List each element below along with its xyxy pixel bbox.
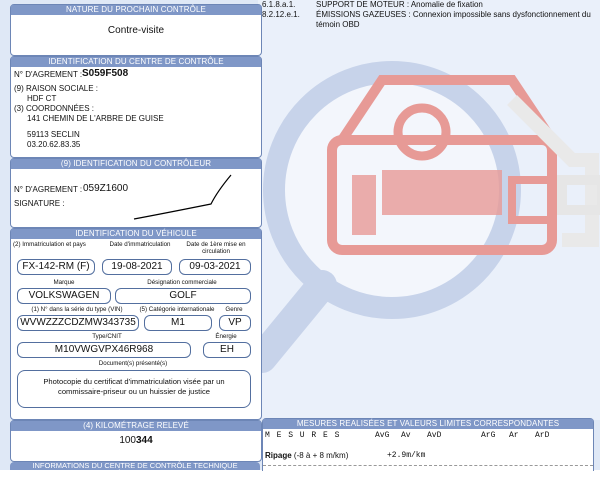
vin-label: (1) N° dans la série du type (VIN) xyxy=(31,306,123,313)
km-header: (4) KILOMÉTRAGE RELEVÉ xyxy=(11,421,261,431)
date-1ere-label: Date de 1ère mise en circulation xyxy=(186,241,246,255)
vehicule-header: IDENTIFICATION DU VÉHICULE xyxy=(11,229,261,239)
controleur-agrement-label: N° D'AGREMENT : xyxy=(14,185,83,194)
bottom-left-header xyxy=(10,461,260,478)
immat-label: (2) Immatriculation et pays xyxy=(13,241,86,248)
vehicule-panel xyxy=(10,228,262,420)
mesures-bottom-divider xyxy=(263,465,593,466)
genre-value: VP xyxy=(219,315,251,331)
docs-box xyxy=(17,370,251,408)
centre-raison-value: HDF CT xyxy=(27,94,57,103)
vin-value: WVWZZZCDZMW343735 xyxy=(17,315,139,331)
designation-label: Désignation commerciale xyxy=(147,279,217,286)
signature-label: SIGNATURE : xyxy=(14,199,65,208)
nature-panel xyxy=(10,4,262,56)
col-ard: ArD xyxy=(535,431,550,440)
car-magnifier-watermark-icon xyxy=(262,40,600,400)
centre-header: IDENTIFICATION DU CENTRE DE CONTRÔLE xyxy=(11,57,261,67)
centre-raison-label: (9) RAISON SOCIALE : xyxy=(14,84,99,93)
ripage-range: (-8 à + 8 m/km) xyxy=(293,451,349,460)
centre-address2: 59113 SECLIN xyxy=(27,130,80,139)
marque-label: Marque xyxy=(53,279,75,286)
date-1ere-value: 09-03-2021 xyxy=(179,259,251,275)
immat-value: FX-142-RM (F) xyxy=(17,259,95,275)
ripage-label-text: Ripage xyxy=(265,451,292,460)
nature-header: NATURE DU PROCHAIN CONTRÔLE xyxy=(11,5,261,15)
centre-address1: 141 CHEMIN DE L'ARBRE DE GUISE xyxy=(27,114,164,123)
controleur-header: (9) IDENTIFICATION DU CONTRÔLEUR xyxy=(11,159,261,169)
centre-phone: 03.20.62.83.35 xyxy=(27,140,81,149)
mesures-title: M E S U R E S xyxy=(265,431,341,440)
col-av: Av xyxy=(401,431,411,440)
mesures-header: MESURES REALISÉES ET VALEURS LIMITES CORRESPONDANTES xyxy=(263,419,593,429)
genre-label: Genre xyxy=(225,306,243,313)
km-panel xyxy=(10,420,262,462)
signature-mark xyxy=(131,169,261,224)
ripage-value: +2.9m/km xyxy=(387,451,426,460)
mesures-panel xyxy=(262,418,594,471)
energie-value: EH xyxy=(203,342,251,358)
date-immat-label: Date d'immatriculation xyxy=(109,241,171,248)
defect-text: ÉMISSIONS GAZEUSES : Connexion impossible sans dysfonctionnement du témoin OBD xyxy=(316,10,591,29)
type-value: M10VWGVPX46R968 xyxy=(17,342,191,358)
col-avg: AvG xyxy=(375,431,390,440)
categorie-label: (5) Catégorie internationale xyxy=(139,306,215,313)
km-value-prefix: 100 xyxy=(119,435,136,446)
bottom-left-header-text: INFORMATIONS DU CENTRE DE CONTRÔLE TECHNIQUE DÉSIGNABLE xyxy=(32,461,238,478)
date-immat-value: 19-08-2021 xyxy=(102,259,172,275)
centre-panel xyxy=(10,56,262,158)
docs-label: Document(s) présenté(s) xyxy=(98,360,168,367)
km-value xyxy=(11,435,261,446)
defect-text: SUPPORT DE MOTEUR : Anomalie de fixation xyxy=(316,0,483,9)
controleur-agrement-value: 059Z1600 xyxy=(83,183,129,194)
energie-label: Énergie xyxy=(215,333,237,340)
docs-value: Photocopie du certificat d'immatriculation visée par un commissaire-priseur ou un huissier de justice xyxy=(43,377,225,396)
marque-value: VOLKSWAGEN xyxy=(17,288,111,304)
designation-value: GOLF xyxy=(115,288,251,304)
centre-agrement-value: S059F508 xyxy=(82,68,129,79)
defect-code: 8.2.12.e.1. xyxy=(262,10,300,19)
categorie-value: M1 xyxy=(144,315,212,331)
defect-code: 6.1.8.a.1. xyxy=(262,0,296,9)
centre-coord-label: (3) COORDONNÉES : xyxy=(14,104,95,113)
ripage-label xyxy=(265,451,348,461)
col-avd: AvD xyxy=(427,431,442,440)
type-label: Type/CNIT xyxy=(92,333,122,340)
col-arg: ArG xyxy=(481,431,496,440)
nature-value: Contre-visite xyxy=(107,25,165,36)
centre-agrement-label: N° D'AGREMENT : xyxy=(14,70,83,79)
km-value-suffix: 344 xyxy=(136,435,153,446)
controleur-panel xyxy=(10,158,262,228)
col-ar: Ar xyxy=(509,431,519,440)
